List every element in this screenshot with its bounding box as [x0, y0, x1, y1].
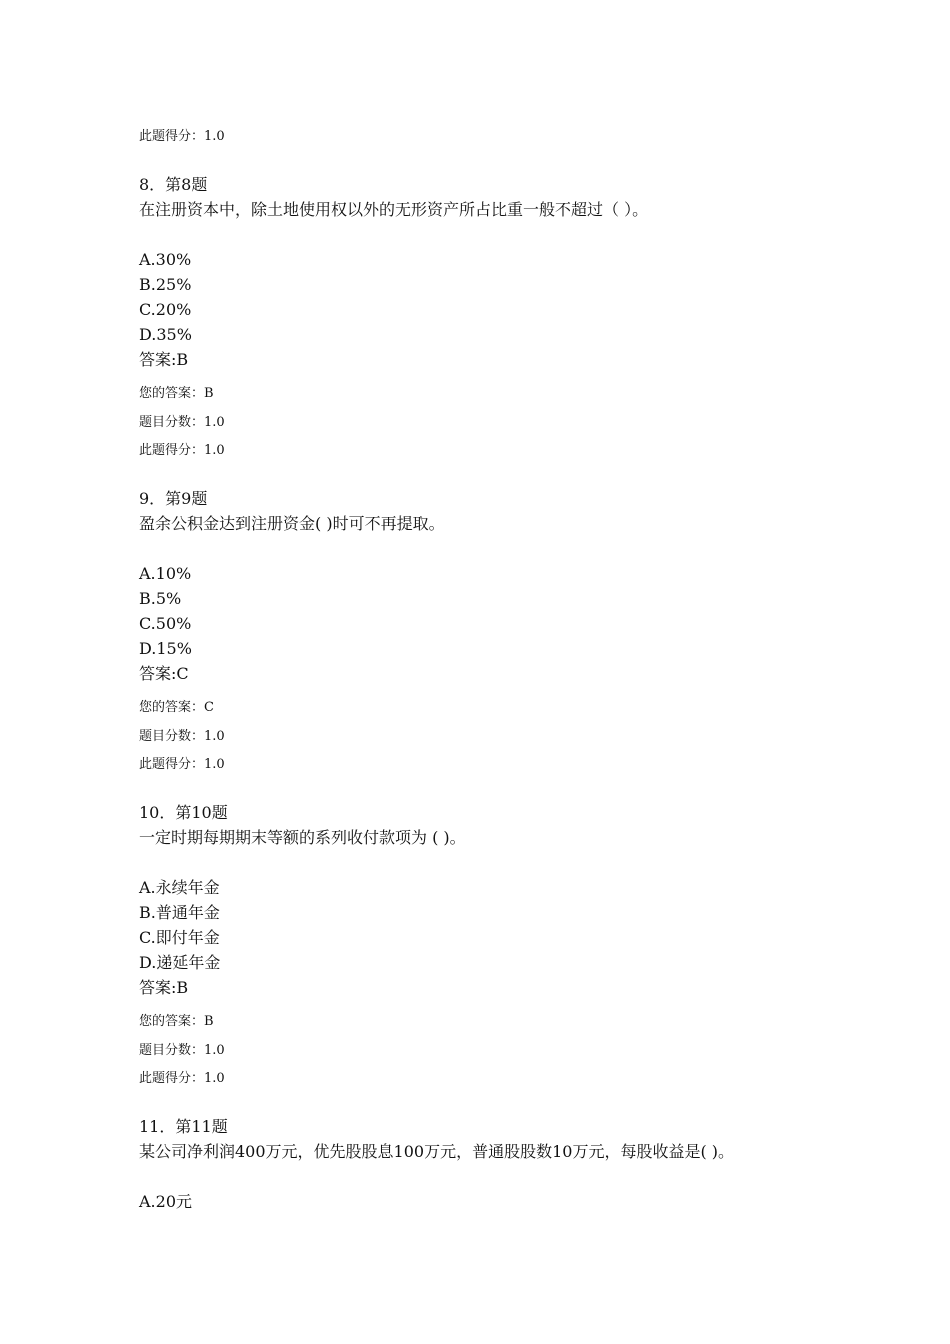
question-heading: 10．第10题	[139, 803, 228, 822]
question-text: 一定时期每期期末等额的系列收付款项为 ( )。	[139, 828, 466, 847]
option-a: A.10%	[139, 564, 192, 583]
question-points: 题目分数：1.0	[139, 415, 225, 430]
option-b: B.25%	[139, 275, 192, 294]
option-d: D.递延年金	[139, 953, 221, 972]
question-points: 题目分数：1.0	[139, 729, 225, 744]
option-a: A.永续年金	[139, 878, 220, 897]
top-score: 此题得分：1.0	[139, 129, 225, 144]
your-answer: 您的答案：C	[139, 700, 214, 715]
option-b: B.5%	[139, 589, 182, 608]
question-text: 盈余公积金达到注册资金( )时可不再提取。	[139, 514, 445, 533]
question-points: 题目分数：1.0	[139, 1043, 225, 1058]
question-score: 此题得分：1.0	[139, 443, 225, 458]
correct-answer: 答案:B	[139, 978, 189, 997]
correct-answer: 答案:C	[139, 664, 189, 683]
question-text: 在注册资本中，除土地使用权以外的无形资产所占比重一般不超过（ ）。	[139, 200, 649, 219]
option-c: C.20%	[139, 300, 192, 319]
question-heading: 8．第8题	[139, 175, 208, 194]
your-answer: 您的答案：B	[139, 386, 214, 401]
option-a: A.30%	[139, 250, 192, 269]
correct-answer: 答案:B	[139, 350, 189, 369]
option-c: C.50%	[139, 614, 192, 633]
question-heading: 11．第11题	[139, 1117, 228, 1136]
option-d: D.35%	[139, 325, 192, 344]
option-c: C.即付年金	[139, 928, 220, 947]
question-heading: 9．第9题	[139, 489, 208, 508]
question-score: 此题得分：1.0	[139, 757, 225, 772]
option-a: A.20元	[139, 1192, 193, 1211]
option-d: D.15%	[139, 639, 192, 658]
question-text: 某公司净利润400万元，优先股股息100万元，普通股股数10万元，每股收益是( )。	[139, 1142, 735, 1161]
your-answer: 您的答案：B	[139, 1014, 214, 1029]
question-score: 此题得分：1.0	[139, 1071, 225, 1086]
option-b: B.普通年金	[139, 903, 220, 922]
